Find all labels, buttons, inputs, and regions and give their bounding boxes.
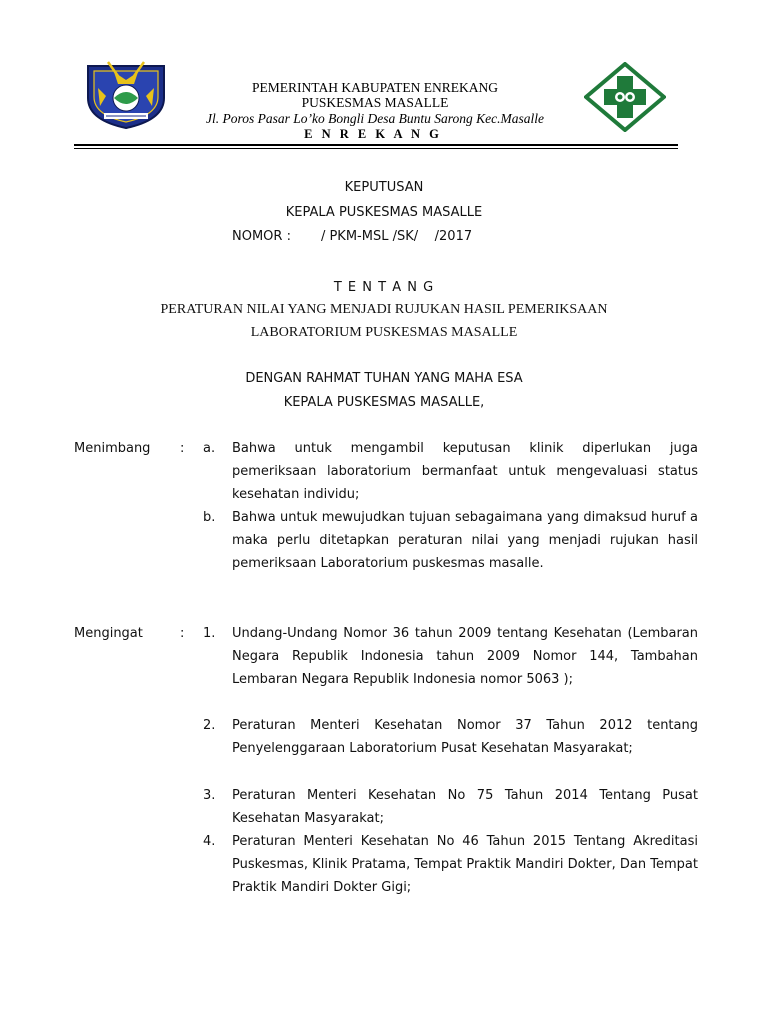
subject-line-2: LABORATORIUM PUSKESMAS MASALLE	[250, 325, 518, 340]
mengingat-item-2: Peraturan Menteri Kesehatan Nomor 37 Tahun 2012 tentang Penyelenggaraan Laboratorium Pusat Kesehatan Masyarakat;	[232, 718, 698, 757]
mengingat-marker-2: 2.	[203, 718, 216, 733]
menimbang-item-a: Bahwa untuk mengambil keputusan klinik diperlukan juga pemeriksaan laboratorium bermanfaat untuk mengevaluasi status kesehatan individu;	[232, 441, 698, 503]
menimbang-item-b: Bahwa untuk mewujudkan tujuan sebagaimana yang dimaksud huruf a maka perlu ditetapkan peraturan nilai yang menjadi rujukan hasil pemeriksaan Laboratorium puskesmas masalle.	[232, 510, 698, 572]
menimbang-marker-a: a.	[203, 441, 216, 456]
institution-name: PUSKESMAS MASALLE	[301, 95, 449, 110]
city-name: E N R E K A N G	[304, 127, 442, 141]
letterhead-rule-thick	[74, 144, 678, 146]
menimbang-colon: :	[180, 441, 185, 456]
subject-tentang: T E N T A N G	[333, 280, 435, 295]
menimbang-marker-b: b.	[203, 510, 216, 525]
mengingat-label: Mengingat	[74, 626, 143, 641]
institution-address: Jl. Poros Pasar Lo’ko Bongli Desa Buntu Sarong Kec.Masalle	[206, 111, 544, 126]
mengingat-marker-1: 1.	[203, 626, 216, 641]
decision-issuer: KEPALA PUSKESMAS MASALLE	[285, 205, 483, 220]
decision-title: KEPUTUSAN	[344, 180, 424, 195]
nomor-value: / PKM-MSL /SK/ /2017	[320, 229, 473, 244]
nomor-label: NOMOR :	[232, 229, 291, 244]
mengingat-item-3: Peraturan Menteri Kesehatan No 75 Tahun 2014 Tentang Pusat Kesehatan Masyarakat;	[232, 788, 698, 827]
mengingat-item-4: Peraturan Menteri Kesehatan No 46 Tahun 2015 Tentang Akreditasi Puskesmas, Klinik Pratama, Tempat Praktik Mandiri Dokter, Dan Tempat Praktik Mandiri Dokter Gigi;	[232, 834, 698, 896]
menimbang-label: Menimbang	[74, 441, 151, 456]
mengingat-item-1: Undang-Undang Nomor 36 tahun 2009 tentang Kesehatan (Lembaran Negara Republik Indonesia tahun 2009 Nomor 144, Tambahan Lembaran Negara Republik Indonesia nomor 5063 );	[232, 626, 698, 688]
preamble-line-2: KEPALA PUSKESMAS MASALLE,	[283, 395, 485, 410]
mengingat-marker-3: 3.	[203, 788, 216, 803]
preamble-line-1: DENGAN RAHMAT TUHAN YANG MAHA ESA	[245, 371, 523, 386]
subject-line-1: PERATURAN NILAI YANG MENJADI RUJUKAN HASIL PEMERIKSAAN	[160, 302, 608, 317]
government-name: PEMERINTAH KABUPATEN ENREKANG	[252, 80, 498, 95]
puskesmas-green-cross-icon	[584, 62, 666, 132]
letterhead-rule-thin	[74, 148, 678, 149]
mengingat-marker-4: 4.	[203, 834, 216, 849]
decision-number	[232, 229, 472, 244]
mengingat-colon: :	[180, 626, 185, 641]
